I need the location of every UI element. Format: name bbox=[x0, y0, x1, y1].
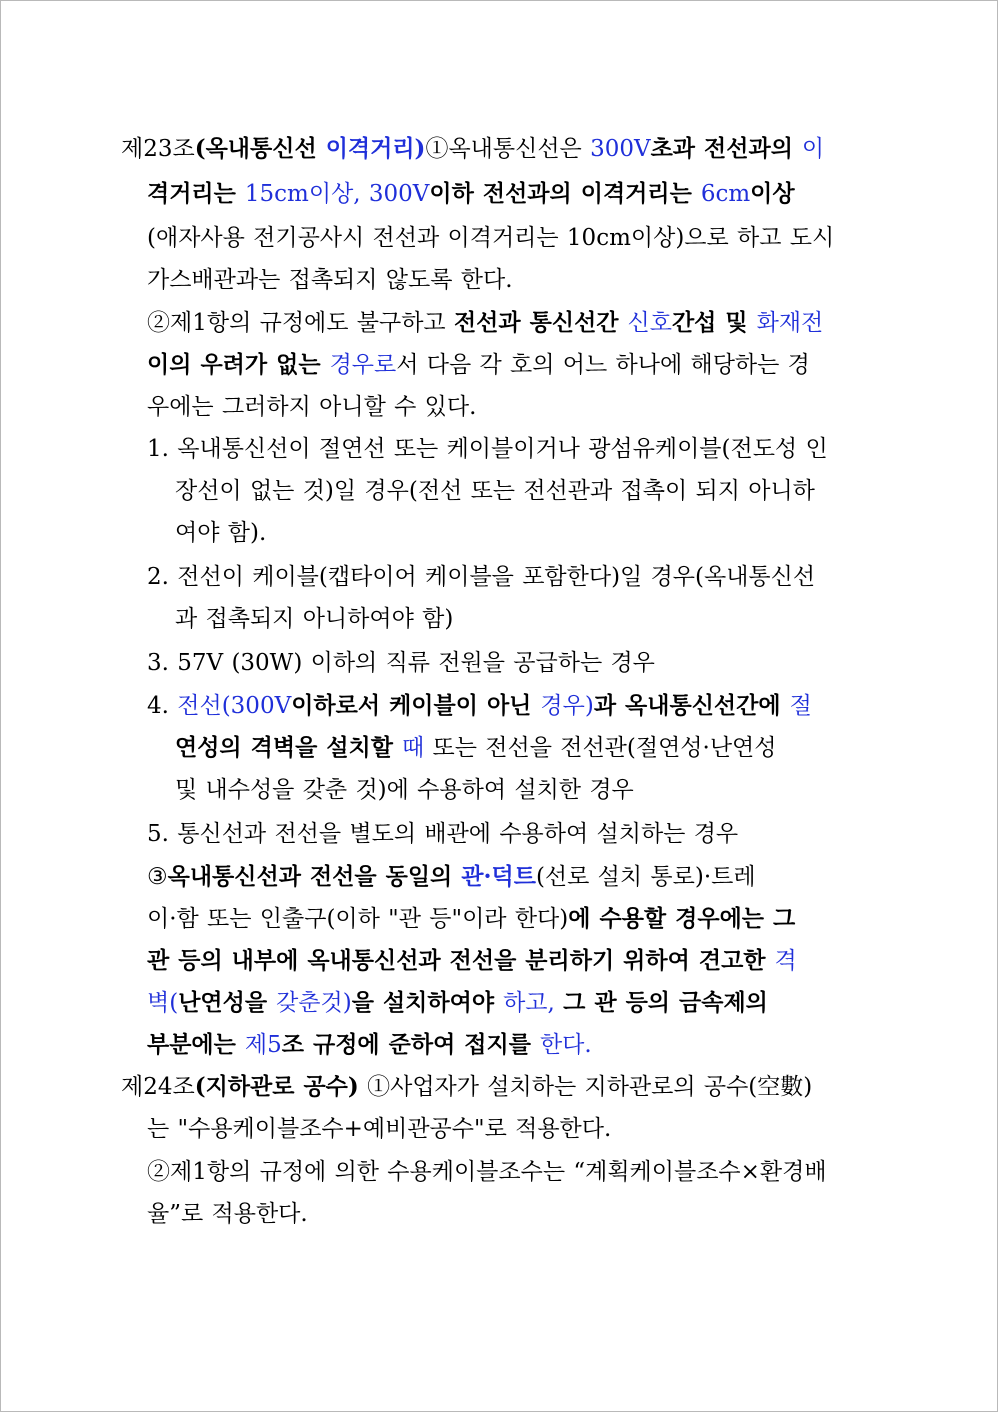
art23-line-3: (애자사용 전기공사시 전선과 이격거리는 10cm이상)으로 하고 도시 bbox=[147, 225, 835, 251]
art23-line-6: 이의 우려가 없는 경우로서 다음 각 호의 어느 하나에 해당하는 경 bbox=[147, 351, 810, 378]
para-3-line-2: 이·함 또는 인출구(이하 "관 등"이라 한다)에 수용할 경우에는 그 bbox=[147, 905, 796, 932]
item-5-line-1: 5. 통신선과 전선을 별도의 배관에 수용하여 설치하는 경우 bbox=[147, 821, 739, 847]
para-3-line-5: 부분에는 제5조 규정에 준하여 접지를 한다. bbox=[147, 1031, 592, 1058]
item-3-line-1: 3. 57V (30W) 이하의 직류 전원을 공급하는 경우 bbox=[147, 650, 655, 676]
art24-line-4: 율”로 적용한다. bbox=[147, 1201, 308, 1227]
para-3-line-3: 관 등의 내부에 옥내통신선과 전선을 분리하기 위하여 견고한 격 bbox=[147, 947, 797, 974]
para-3-line-4: 벽(난연성을 갖춘것)을 설치하여야 하고, 그 관 등의 금속제의 bbox=[147, 989, 768, 1016]
art24-line-2: 는 "수용케이블조수+예비관공수"로 적용한다. bbox=[147, 1116, 612, 1142]
item-1-line-3: 여야 함). bbox=[175, 520, 267, 546]
art24-line-3: ②제1항의 규정에 의한 수용케이블조수는 “계획케이블조수×환경배 bbox=[147, 1159, 827, 1185]
item-4-line-3: 및 내수성을 갖춘 것)에 수용하여 설치한 경우 bbox=[175, 777, 634, 803]
art23-line-7: 우에는 그러하지 아니할 수 있다. bbox=[147, 394, 477, 420]
art23-line-4: 가스배관과는 접촉되지 않도록 한다. bbox=[147, 267, 513, 293]
para-3-line-1: ③옥내통신선과 전선을 동일의 관·덕트(선로 설치 통로)·트레 bbox=[147, 863, 756, 890]
item-2-line-1: 2. 전선이 케이블(캡타이어 케이블을 포함한다)일 경우(옥내통신선 bbox=[147, 564, 816, 590]
item-2-line-2: 과 접촉되지 아니하여야 함) bbox=[175, 606, 454, 632]
art24-line-1: 제24조(지하관로 공수) ①사업자가 설치하는 지하관로의 공수(空數) bbox=[121, 1073, 813, 1100]
art23-line-5: ②제1항의 규정에도 불구하고 전선과 통신선간 신호간섭 및 화재전 bbox=[147, 309, 824, 336]
art23-line-2: 격거리는 15cm이상, 300V이하 전선과의 이격거리는 6cm이상 bbox=[147, 180, 795, 207]
item-4-line-2: 연성의 격벽을 설치할 때 또는 전선을 전선관(절연성·난연성 bbox=[175, 734, 777, 761]
item-1-line-1: 1. 옥내통신선이 절연선 또는 케이블이거나 광섬유케이블(전도성 인 bbox=[147, 436, 828, 462]
item-1-line-2: 장선이 없는 것)일 경우(전선 또는 전선관과 접촉이 되지 아니하 bbox=[175, 478, 815, 504]
art23-line-1: 제23조(옥내통신선 이격거리)①옥내통신선은 300V초과 전선과의 이 bbox=[121, 135, 825, 162]
item-4-line-1: 4. 전선(300V이하로서 케이블이 아닌 경우)과 옥내통신선간에 절 bbox=[147, 692, 812, 719]
